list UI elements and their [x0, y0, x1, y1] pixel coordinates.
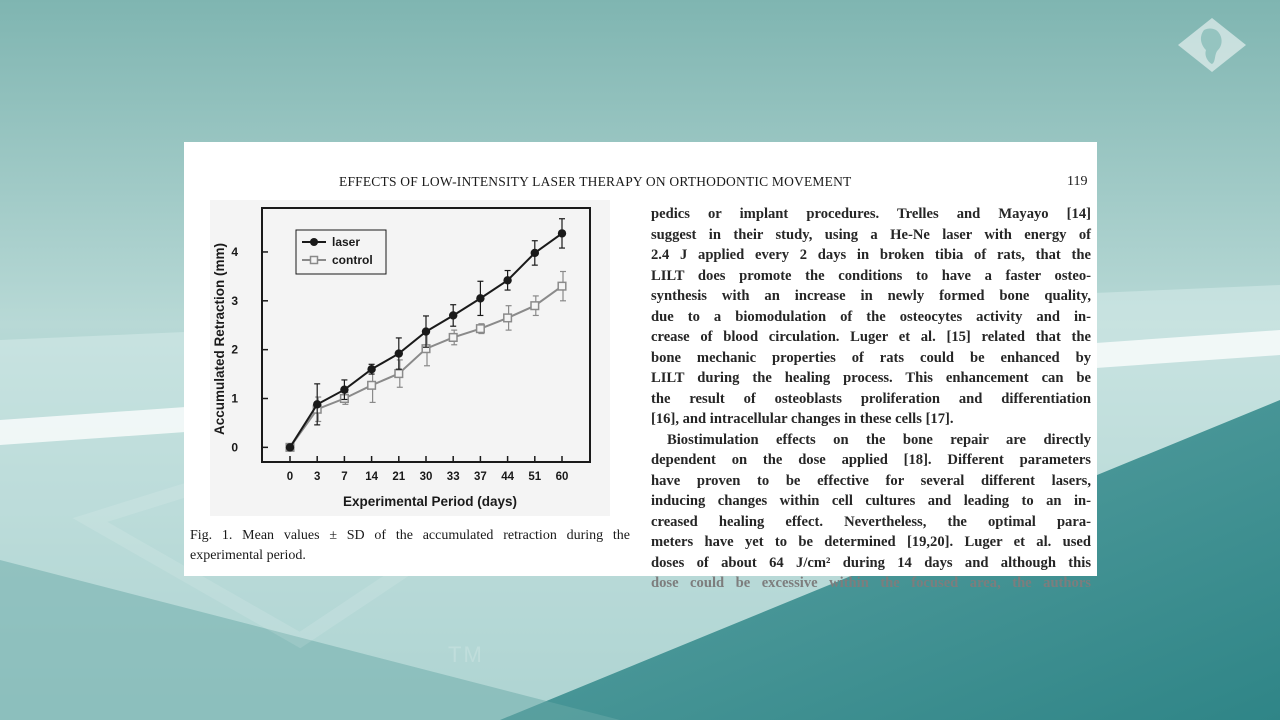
- body-text-line: Biostimulation effects on the bone repair are directly: [667, 431, 1091, 448]
- data-point-control: [395, 370, 403, 378]
- data-point-control: [477, 325, 485, 333]
- x-tick-label: 14: [365, 471, 378, 483]
- data-point-laser: [340, 386, 348, 394]
- body-text-line: pedics or implant procedures. Trelles and Mayayo [14]: [651, 206, 1091, 222]
- body-text-line: LILT during the healing process. This enhancement can be: [651, 370, 1091, 386]
- article-page: [184, 142, 1097, 591]
- y-tick-label: 2: [231, 342, 238, 357]
- body-text-line: creased healing effect. Nevertheless, the optimal para-: [651, 513, 1091, 530]
- body-text-line: inducing changes within cell cultures and leading to an in-: [651, 493, 1091, 509]
- line-chart: [210, 200, 610, 516]
- data-point-control: [368, 382, 376, 390]
- body-text-line: synthesis with an increase in newly formed bone quality,: [651, 288, 1091, 304]
- page-number: 119: [1067, 174, 1088, 189]
- body-text-line: due to a biomodulation of the osteocytes activity and in-: [651, 308, 1091, 325]
- data-point-laser: [531, 249, 539, 257]
- data-point-control: [504, 314, 512, 322]
- x-tick-label: 37: [474, 471, 487, 483]
- legend-label-laser: laser: [332, 235, 361, 249]
- x-tick-label: 3: [313, 471, 321, 483]
- data-point-laser: [476, 294, 484, 302]
- y-tick-label: 4: [231, 244, 238, 259]
- body-text-line: have proven to be effective for several different lasers,: [651, 472, 1091, 489]
- body-text-column: [651, 204, 1091, 594]
- data-point-control: [558, 282, 566, 290]
- legend-label-control: control: [332, 253, 373, 267]
- y-tick-label: 1: [231, 391, 238, 406]
- trademark-watermark: TM: [448, 642, 484, 667]
- data-point-laser: [395, 349, 403, 357]
- data-point-laser: [558, 229, 566, 237]
- y-axis-label: Accumulated Retraction (mm): [212, 242, 227, 436]
- body-text-line: doses of about 64 J/cm² during 14 days and although this: [651, 554, 1091, 571]
- x-tick-label: 60: [555, 471, 569, 483]
- legend-marker: [311, 257, 318, 264]
- data-point-laser: [422, 327, 430, 335]
- x-tick-label: 51: [528, 471, 542, 483]
- x-tick-label: 0: [286, 471, 294, 483]
- x-tick-label: 33: [446, 471, 460, 483]
- x-tick-label: 21: [392, 471, 406, 483]
- body-text-line: dose could be excessive within the focused area, the authors: [651, 575, 1091, 591]
- x-tick-label: 30: [419, 471, 433, 483]
- data-point-laser: [367, 365, 375, 373]
- x-tick-label: 44: [501, 471, 514, 483]
- body-text-line: suggest in their study, using a He-Ne laser with energy of: [651, 226, 1091, 243]
- data-point-laser: [313, 400, 321, 408]
- tooth-face-logo-icon: [1176, 16, 1248, 74]
- data-point-control: [531, 302, 539, 310]
- x-tick-label: 7: [341, 471, 348, 483]
- body-text-line: LILT does promote the conditions to have a faster osteo-: [651, 267, 1091, 284]
- data-point-laser: [286, 443, 294, 451]
- legend-marker: [310, 238, 318, 246]
- body-text-line: meters have yet to be determined [19,20]. Luger et al. used: [651, 534, 1091, 550]
- y-tick-label: 0: [231, 440, 238, 455]
- data-point-laser: [449, 311, 457, 319]
- running-head: EFFECTS OF LOW-INTENSITY LASER THERAPY ON ORTHODONTIC MOVEMENT: [339, 174, 852, 189]
- body-text-line: bone mechanic properties of rats could be enhanced by: [651, 349, 1091, 366]
- body-text-line: 2.4 J applied every 2 days in broken tibia of rats, that the: [651, 247, 1091, 263]
- x-axis-label: Experimental Period (days): [342, 494, 518, 509]
- data-point-control: [449, 334, 457, 342]
- chart-legend: [296, 230, 386, 274]
- data-point-laser: [503, 276, 511, 284]
- figure-caption: Fig. 1. Mean values ± SD of the accumulated retraction during the experimental period.: [190, 528, 630, 563]
- figure-1: [210, 200, 610, 516]
- body-text-line: dependent on the dose applied [18]. Different parameters: [651, 452, 1091, 468]
- body-text-line: [16], and intracellular changes in these cells [17].: [651, 411, 954, 427]
- y-tick-label: 3: [231, 293, 238, 308]
- body-text-line: crease of blood circulation. Luger et al. [15] related that the: [651, 329, 1091, 345]
- body-text-line: the result of osteoblasts proliferation and differentiation: [651, 390, 1091, 407]
